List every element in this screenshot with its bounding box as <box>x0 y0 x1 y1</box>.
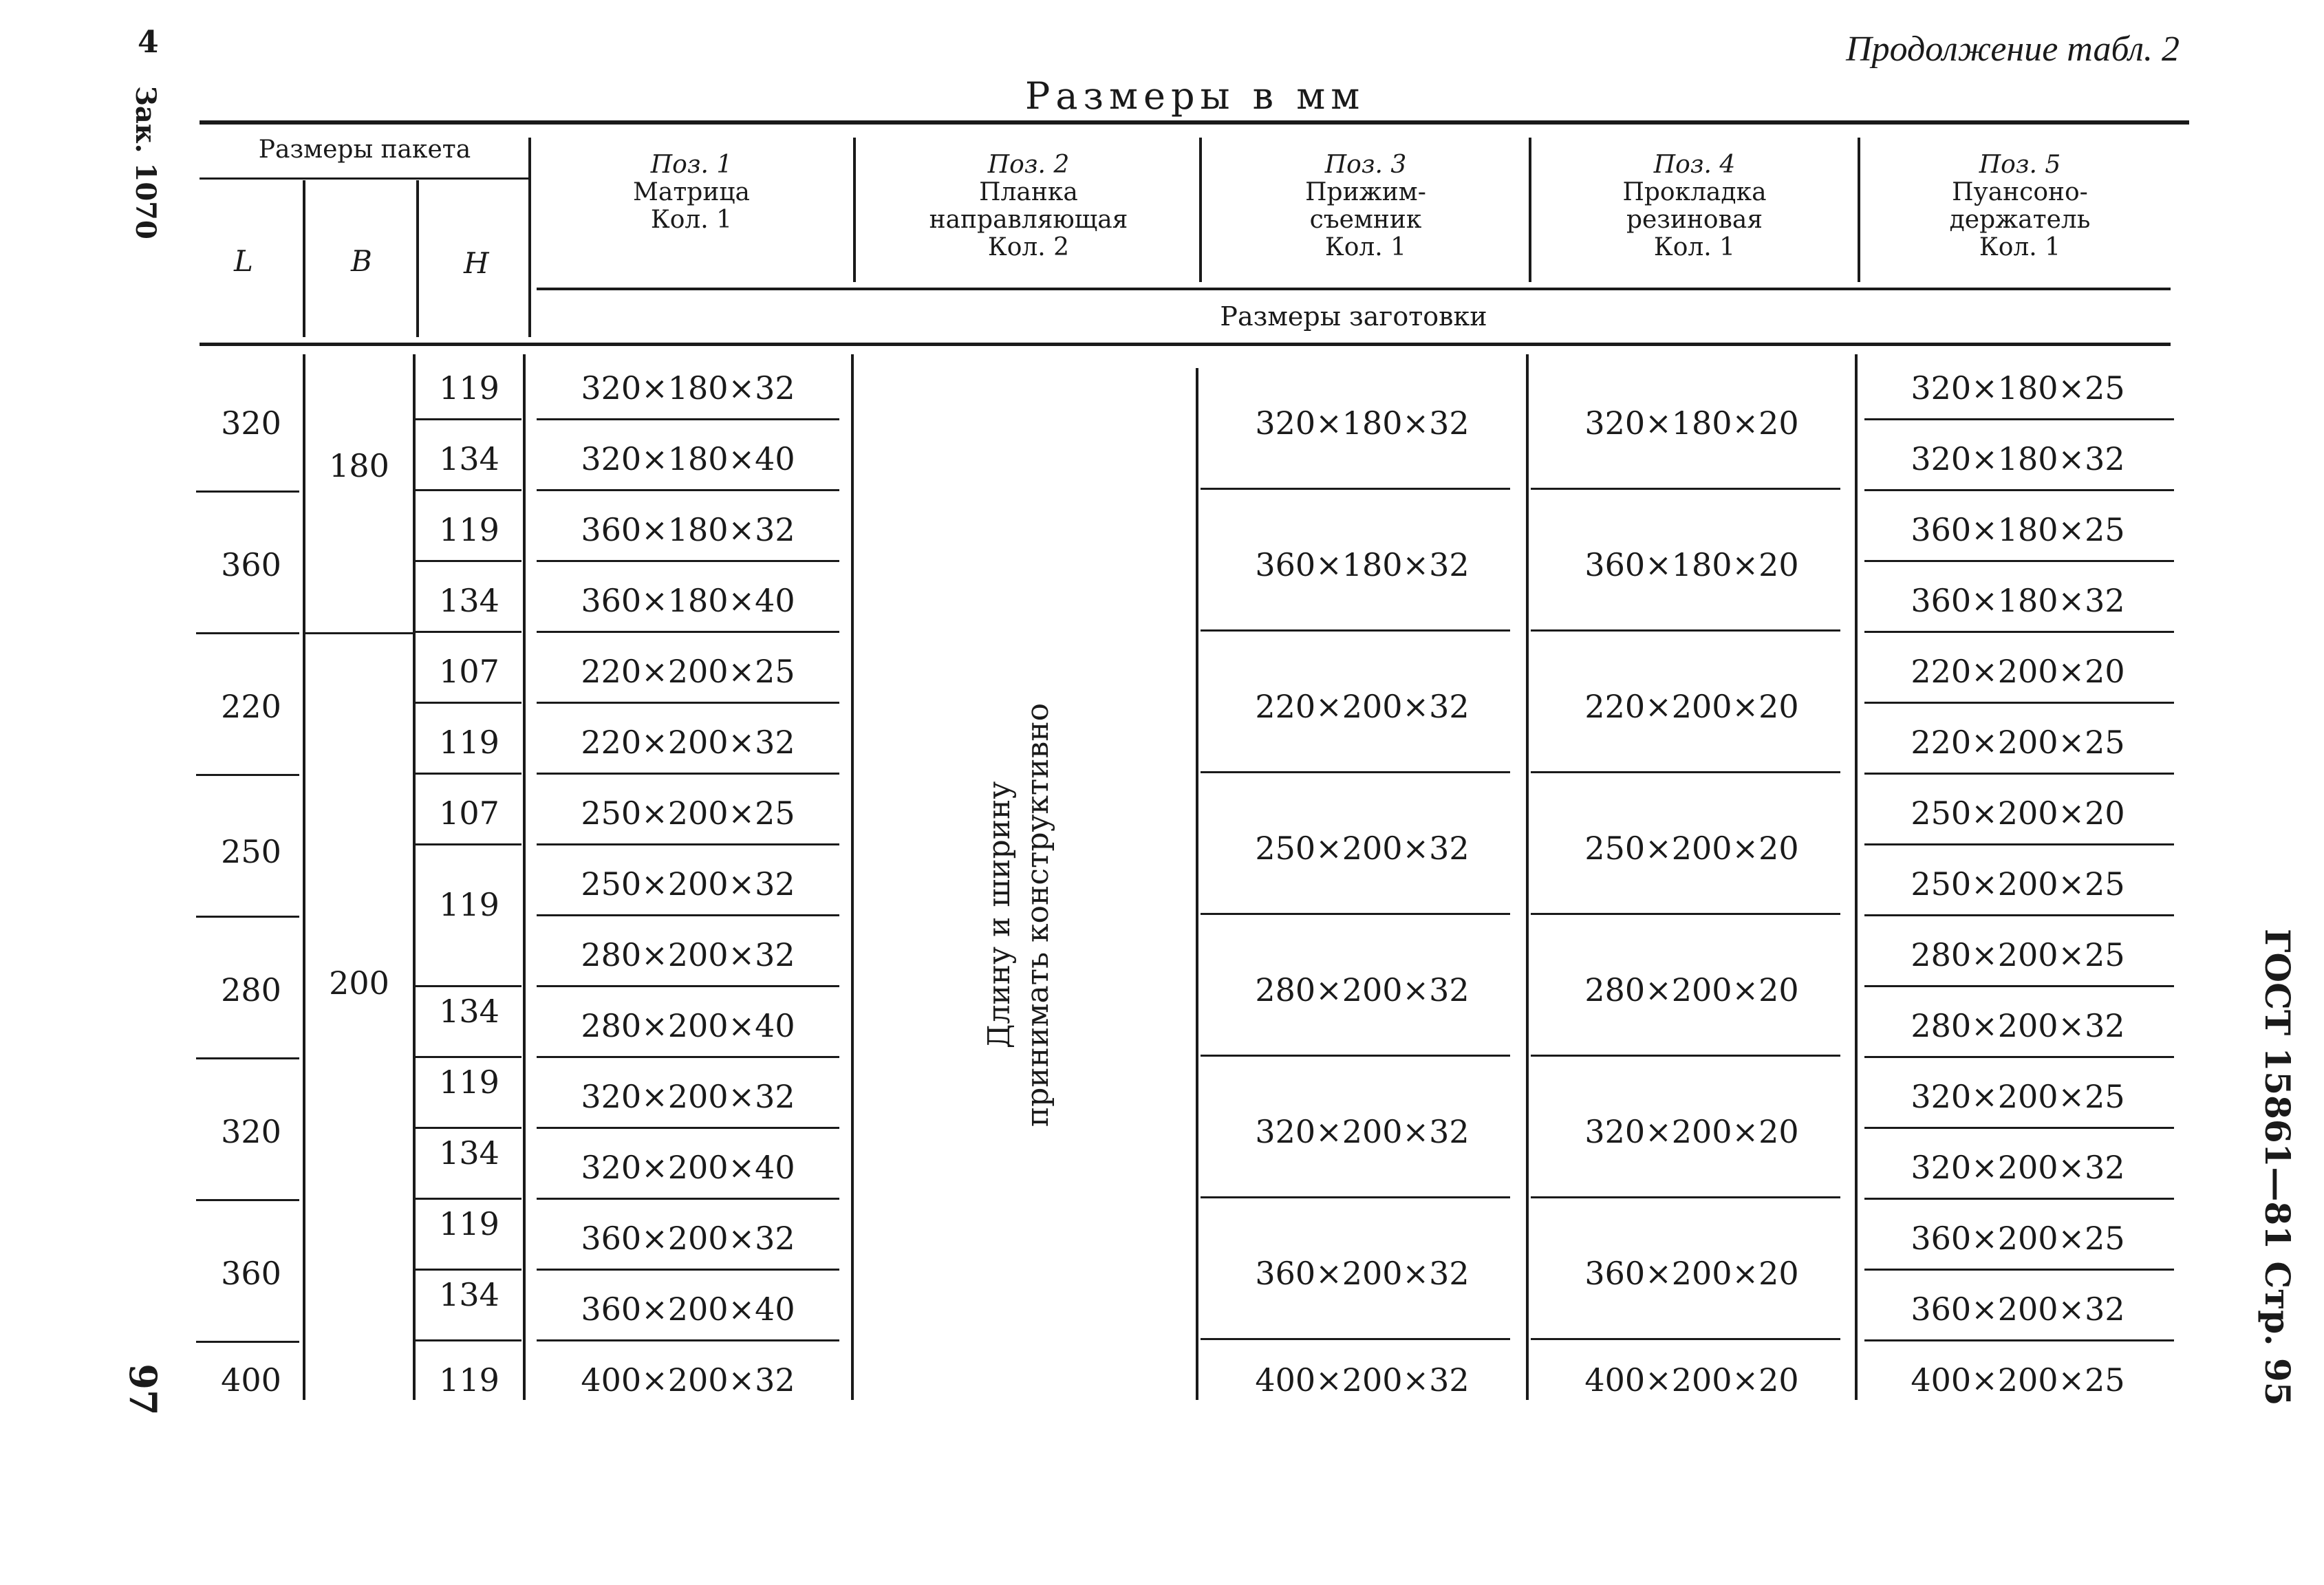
continuation-title: Продолжение табл. 2 <box>1846 30 2180 69</box>
cell-pos3: 320×200×32 <box>1255 1113 1470 1150</box>
cell-H: 119 <box>439 1205 499 1242</box>
row-rule <box>1864 914 2174 916</box>
cell-L: 400 <box>221 1361 281 1399</box>
cell-pos5: 250×200×25 <box>1911 865 2125 903</box>
row-rule <box>537 631 839 633</box>
cell-pos1: 320×180×32 <box>581 369 795 407</box>
pos4-name-2: резиновая <box>1626 206 1763 234</box>
header-divider <box>416 180 419 337</box>
cell-H: 134 <box>439 1134 499 1172</box>
row-rule <box>1201 1055 1510 1057</box>
cell-pos5: 320×200×25 <box>1911 1077 2125 1115</box>
cell-pos5: 360×180×32 <box>1911 581 2125 619</box>
pos2-name: Планка <box>979 178 1078 206</box>
cell-pos4: 400×200×20 <box>1584 1361 1799 1399</box>
pos1-name: Матрица <box>633 178 750 206</box>
pos5-name: Пуансоно- <box>1952 178 2088 206</box>
pos3-name-2: съемник <box>1309 206 1422 234</box>
header-bottom-rule <box>200 343 2171 346</box>
row-rule <box>196 1057 299 1059</box>
row-rule <box>1864 985 2174 987</box>
header-divider <box>1858 138 1860 282</box>
cell-pos1: 220×200×25 <box>581 652 795 690</box>
pos2-header <box>860 151 1197 261</box>
cell-L: 320 <box>221 1113 281 1150</box>
row-rule <box>416 702 521 704</box>
row-rule <box>537 489 839 491</box>
row-rule <box>1864 1339 2174 1341</box>
pos3-name: Прижим- <box>1305 178 1426 206</box>
blank-sizes-header: Размеры заготовки <box>1220 301 1487 332</box>
page-number-left: 97 <box>121 1363 165 1416</box>
body-divider <box>303 354 305 1400</box>
row-rule <box>1201 629 1510 632</box>
cell-H: 134 <box>439 1275 499 1313</box>
cell-pos5: 360×200×32 <box>1911 1290 2125 1328</box>
cell-pos5: 220×200×25 <box>1911 723 2125 761</box>
pos5-qty: Кол. 1 <box>1979 233 2061 261</box>
row-rule <box>1864 1127 2174 1129</box>
side-marker: 4 <box>138 25 159 60</box>
cell-pos1: 360×180×40 <box>581 581 795 619</box>
row-rule <box>537 418 839 420</box>
row-rule <box>1531 629 1840 632</box>
row-rule <box>537 843 839 845</box>
row-rule <box>1864 1269 2174 1271</box>
cell-pos4: 250×200×20 <box>1584 830 1799 867</box>
pos1-header <box>537 151 846 234</box>
package-header-rule <box>200 177 530 180</box>
cell-pos5: 400×200×25 <box>1911 1361 2125 1399</box>
row-rule <box>537 773 839 775</box>
cell-H: 107 <box>439 652 499 690</box>
cell-pos4: 220×200×20 <box>1584 688 1799 725</box>
cell-pos3: 250×200×32 <box>1255 830 1470 867</box>
cell-pos4: 360×180×20 <box>1584 546 1799 583</box>
header-divider <box>1199 138 1202 282</box>
cell-pos1: 400×200×32 <box>581 1361 795 1399</box>
row-rule <box>1864 560 2174 562</box>
row-rule <box>416 843 521 845</box>
row-rule <box>537 1339 839 1341</box>
pos5-name-2: держатель <box>1949 206 2091 234</box>
cell-H: 119 <box>439 723 499 761</box>
cell-L: 360 <box>221 546 281 583</box>
row-rule <box>537 985 839 987</box>
pos3-qty: Кол. 1 <box>1324 233 1407 261</box>
pos2-note-line-2: принимать конструктивно <box>1020 702 1055 1128</box>
row-rule <box>196 1199 299 1201</box>
cell-pos3: 360×200×32 <box>1255 1255 1470 1292</box>
cell-L: 320 <box>221 405 281 442</box>
row-rule <box>1864 843 2174 845</box>
cell-pos3: 280×200×32 <box>1255 971 1470 1009</box>
cell-pos5: 320×200×32 <box>1911 1148 2125 1186</box>
pos5-header <box>1862 151 2178 261</box>
header-H: H <box>464 246 489 280</box>
row-rule <box>537 1127 839 1129</box>
cell-pos1: 280×200×40 <box>581 1006 795 1044</box>
cell-B: 180 <box>329 446 389 484</box>
row-rule <box>537 702 839 704</box>
pos4-qty: Кол. 1 <box>1653 233 1736 261</box>
cell-H: 134 <box>439 992 499 1030</box>
row-rule <box>1864 702 2174 704</box>
cell-pos3: 220×200×32 <box>1255 688 1470 725</box>
row-rule <box>537 1198 839 1200</box>
cell-pos1: 320×200×40 <box>581 1148 795 1186</box>
pos1-number: Поз. 1 <box>650 151 733 179</box>
row-rule <box>1864 631 2174 633</box>
row-rule <box>1531 1338 1840 1340</box>
cell-H: 134 <box>439 581 499 619</box>
row-rule <box>416 1056 521 1058</box>
row-rule <box>416 489 521 491</box>
cell-pos5: 280×200×25 <box>1911 936 2125 973</box>
cell-H: 107 <box>439 794 499 832</box>
row-rule <box>1864 418 2174 420</box>
cell-pos1: 220×200×32 <box>581 723 795 761</box>
row-rule <box>416 1339 521 1341</box>
row-rule <box>537 560 839 562</box>
header-B: B <box>351 244 372 278</box>
cell-pos4: 280×200×20 <box>1584 971 1799 1009</box>
row-rule <box>416 631 521 633</box>
cell-B: 200 <box>329 964 389 1002</box>
row-rule <box>537 1269 839 1271</box>
row-rule <box>1531 1196 1840 1198</box>
row-rule <box>416 985 521 987</box>
cell-pos1: 250×200×32 <box>581 865 795 903</box>
order-reference: Зак. 1070 <box>129 86 162 239</box>
pos2-number: Поз. 2 <box>987 151 1070 179</box>
document-reference: ГОСТ 15861—81 Стр. 95 <box>2257 929 2298 1406</box>
row-rule <box>1201 1196 1510 1198</box>
row-rule <box>416 1198 521 1200</box>
pos2-note-line-1: Длину и ширину <box>982 781 1017 1049</box>
pos2-qty: Кол. 2 <box>987 233 1070 261</box>
cell-pos5: 320×180×25 <box>1911 369 2125 407</box>
pos1-qty: Кол. 1 <box>650 206 733 234</box>
cell-pos3: 320×180×32 <box>1255 405 1470 442</box>
body-divider <box>1526 354 1529 1400</box>
row-rule <box>1864 1056 2174 1058</box>
body-divider <box>1196 368 1198 1400</box>
cell-pos5: 360×200×25 <box>1911 1219 2125 1257</box>
header-divider <box>528 138 531 337</box>
cell-H: 134 <box>439 440 499 477</box>
cell-L: 250 <box>221 833 281 871</box>
cell-H: 119 <box>439 1063 499 1101</box>
cell-pos1: 360×200×40 <box>581 1290 795 1328</box>
cell-pos1: 360×180×32 <box>581 510 795 548</box>
row-rule <box>1864 773 2174 775</box>
row-rule <box>196 916 299 918</box>
cell-pos1: 360×200×32 <box>581 1219 795 1257</box>
pos4-header <box>1533 151 1856 261</box>
cell-H: 119 <box>439 886 499 924</box>
header-divider <box>303 180 305 337</box>
cell-pos3: 360×180×32 <box>1255 546 1470 583</box>
row-rule <box>416 1127 521 1129</box>
row-rule <box>1864 1198 2174 1200</box>
cell-pos1: 250×200×25 <box>581 794 795 832</box>
header-L: L <box>234 244 253 278</box>
body-divider <box>851 354 854 1400</box>
cell-pos3: 400×200×32 <box>1255 1361 1470 1399</box>
row-rule <box>1864 489 2174 491</box>
cell-L: 220 <box>221 688 281 725</box>
row-rule <box>1201 913 1510 915</box>
cell-pos1: 320×200×32 <box>581 1077 795 1115</box>
cell-pos1: 320×180×40 <box>581 440 795 477</box>
package-dimensions-header: Размеры пакета <box>258 136 471 164</box>
header-divider <box>853 138 856 282</box>
cell-H: 119 <box>439 510 499 548</box>
cell-pos4: 320×180×20 <box>1584 405 1799 442</box>
cell-pos1: 280×200×32 <box>581 936 795 973</box>
pos5-number: Поз. 5 <box>1979 151 2061 179</box>
pos3-header <box>1204 151 1527 261</box>
row-rule <box>1531 771 1840 773</box>
row-rule <box>1201 1338 1510 1340</box>
row-rule <box>1531 913 1840 915</box>
row-rule <box>1531 488 1840 490</box>
row-rule <box>416 773 521 775</box>
row-rule <box>416 1269 521 1271</box>
row-rule <box>416 560 521 562</box>
cell-L: 360 <box>221 1255 281 1292</box>
row-rule <box>537 914 839 916</box>
header-divider <box>1529 138 1531 282</box>
cell-pos5: 220×200×20 <box>1911 652 2125 690</box>
row-rule <box>196 774 299 776</box>
pos4-number: Поз. 4 <box>1653 151 1736 179</box>
cell-pos4: 360×200×20 <box>1584 1255 1799 1292</box>
pos2-note <box>980 695 1063 1135</box>
cell-H: 119 <box>439 1361 499 1399</box>
pos3-number: Поз. 3 <box>1324 151 1407 179</box>
row-rule <box>196 632 299 634</box>
cell-pos4: 320×200×20 <box>1584 1113 1799 1150</box>
row-rule <box>1201 488 1510 490</box>
row-rule <box>416 418 521 420</box>
row-rule <box>196 490 299 493</box>
positions-header-rule <box>537 288 2171 290</box>
table-top-rule <box>200 120 2189 125</box>
cell-pos5: 250×200×20 <box>1911 794 2125 832</box>
cell-L: 280 <box>221 971 281 1009</box>
units-caption: Размеры в мм <box>1025 74 1366 118</box>
row-rule <box>537 1056 839 1058</box>
cell-pos5: 360×180×25 <box>1911 510 2125 548</box>
row-rule <box>1531 1055 1840 1057</box>
row-rule <box>1201 771 1510 773</box>
cell-H: 119 <box>439 369 499 407</box>
pos4-name: Прокладка <box>1622 178 1767 206</box>
pos2-name-2: направляющая <box>929 206 1128 234</box>
row-rule <box>305 632 413 634</box>
cell-pos5: 280×200×32 <box>1911 1006 2125 1044</box>
cell-pos5: 320×180×32 <box>1911 440 2125 477</box>
row-rule <box>196 1341 299 1343</box>
